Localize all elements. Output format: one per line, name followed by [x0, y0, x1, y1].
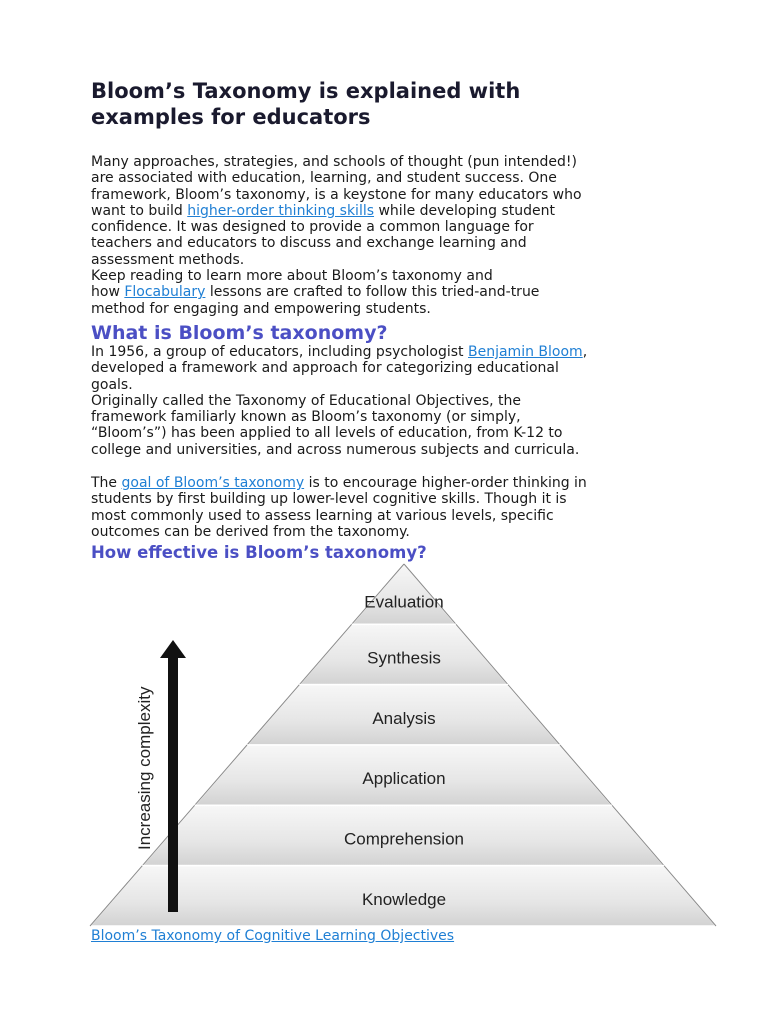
arrow-head: [160, 640, 186, 658]
pyramid-label-application: Application: [362, 769, 446, 789]
text-line: confidence. It was designed to provide a common language for: [91, 219, 534, 236]
pyramid-label-synthesis: Synthesis: [367, 648, 441, 668]
text-fragment: while developing student: [374, 202, 556, 219]
text-line: framework familiarly known as Bloom’s taxonomy (or simply,: [91, 409, 521, 426]
taxonomy-pyramid-figure: [88, 560, 720, 932]
text-line: teachers and educators to discuss and exchange learning and: [91, 235, 527, 252]
page-title: [91, 78, 691, 130]
arrow-label: Increasing complexity: [135, 686, 154, 850]
section-heading-what-is: What is Bloom’s taxonomy?: [91, 322, 388, 344]
intro-paragraph: [91, 154, 691, 317]
text-fragment: ,: [582, 344, 588, 360]
section1-paragraph: [91, 344, 691, 458]
text-line: most commonly used to assess learning at various levels, specific: [91, 507, 554, 524]
text-line: outcomes can be derived from the taxonomy.: [91, 523, 410, 540]
page-title-line-2: examples for educators: [91, 105, 371, 129]
pyramid-label-evaluation: Evaluation: [364, 592, 444, 612]
text-line: assessment methods.: [91, 251, 245, 268]
text-line: goals.: [91, 376, 133, 393]
caption-link[interactable]: Bloom’s Taxonomy of Cognitive Learning Objectives: [91, 928, 455, 944]
goal-of-blooms-link[interactable]: goal of Bloom’s taxonomy: [121, 475, 305, 491]
text-fragment: lessons are crafted to follow this tried-and-true: [205, 284, 540, 301]
text-fragment: how: [91, 284, 125, 301]
text-fragment: is to encourage higher-order thinking in: [304, 475, 587, 491]
text-line: Many approaches, strategies, and schools of thought (pun intended!): [91, 154, 578, 170]
text-line: “Bloom’s”) has been applied to all levels of education, from K-12 to: [91, 425, 563, 442]
text-line: [91, 284, 691, 300]
text-line: [91, 475, 691, 491]
text-line: Keep reading to learn more about Bloom’s taxonomy and: [91, 268, 493, 285]
flocabulary-link[interactable]: Flocabulary: [124, 284, 206, 301]
page-title-line-1: Bloom’s Taxonomy is explained with: [91, 79, 521, 103]
text-line: students by first building up lower-level cognitive skills. Though it is: [91, 491, 567, 508]
pyramid-label-comprehension: Comprehension: [343, 829, 465, 849]
text-line: method for engaging and empowering students.: [91, 300, 431, 317]
text-fragment: In 1956, a group of educators, including psychologist: [91, 344, 468, 360]
text-line: college and universities, and across numerous subjects and curricula.: [91, 441, 580, 458]
section-heading-how-effective: How effective is Bloom’s taxonomy?: [91, 543, 427, 562]
text-line: are associated with education, learning, and student success. One: [91, 170, 557, 187]
text-line: [91, 203, 691, 219]
figure-caption: [91, 927, 454, 945]
arrow-shaft: [168, 658, 178, 912]
pyramid-tiers: [90, 564, 716, 926]
pyramid-svg: [88, 560, 720, 932]
text-fragment: want to build: [91, 202, 188, 219]
text-fragment: The: [91, 475, 122, 491]
text-line: framework, Bloom’s taxonomy, is a keystone for many educators who: [91, 186, 582, 203]
section1-paragraph-2: [91, 475, 691, 540]
pyramid-label-knowledge: Knowledge: [361, 889, 447, 909]
pyramid-label-analysis: Analysis: [372, 708, 436, 728]
text-line: [91, 344, 691, 360]
higher-order-thinking-link[interactable]: higher-order thinking skills: [187, 202, 375, 219]
text-line: Originally called the Taxonomy of Educational Objectives, the: [91, 392, 522, 409]
text-line: developed a framework and approach for categorizing educational: [91, 360, 559, 377]
benjamin-bloom-link[interactable]: Benjamin Bloom: [468, 344, 583, 360]
